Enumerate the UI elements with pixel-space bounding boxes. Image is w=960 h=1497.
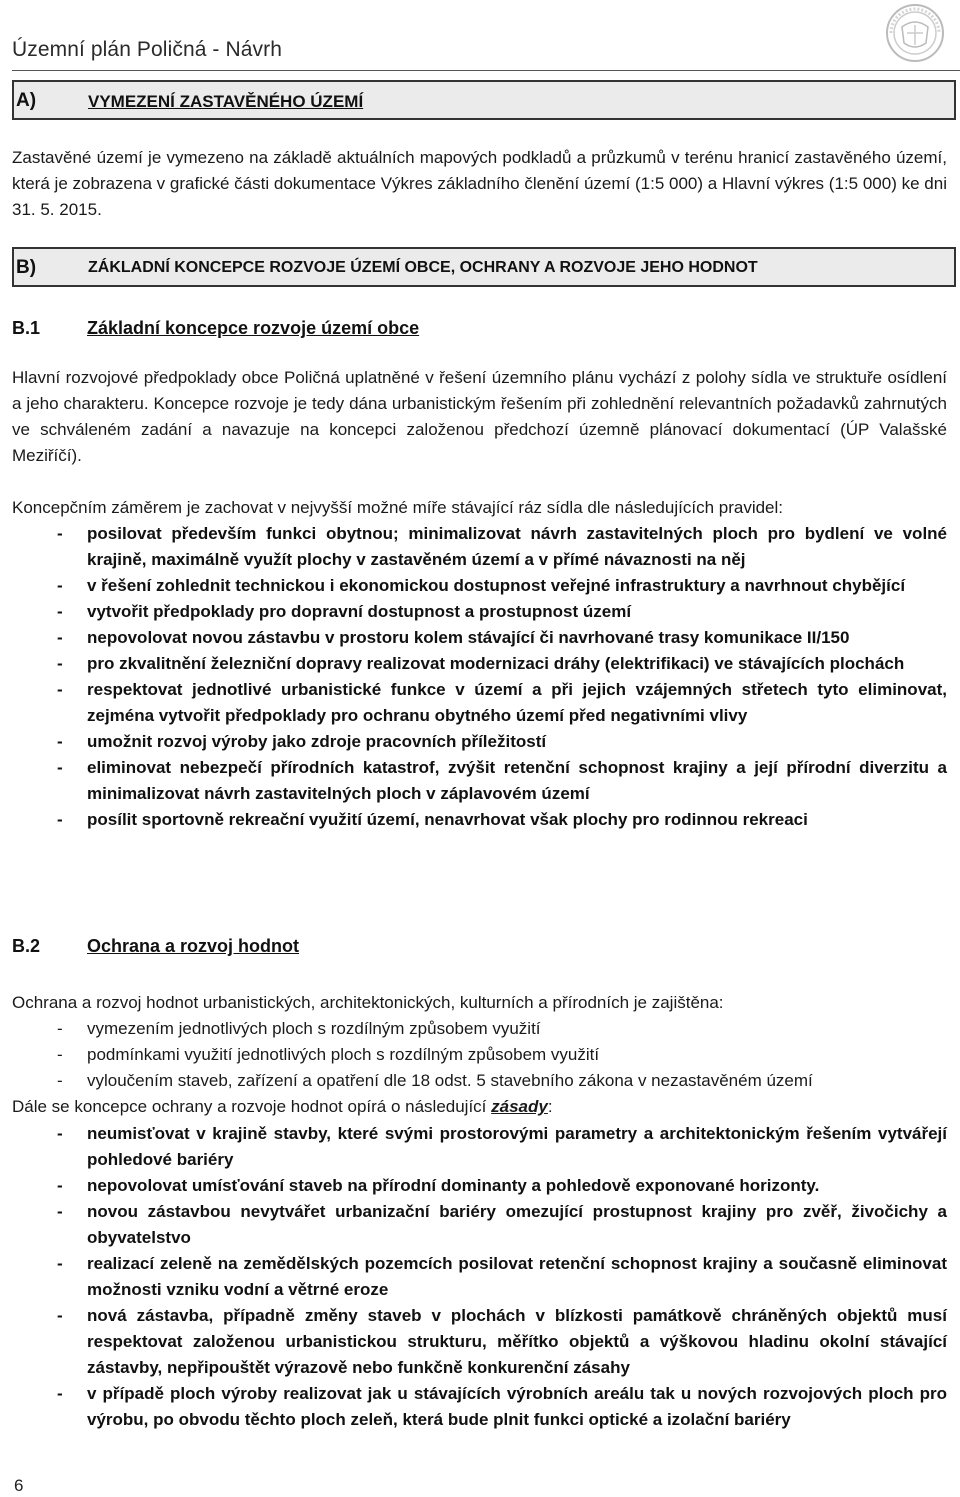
list-item: - nepovolovat novou zástavbu v prostoru kolem stávající či navrhované trasy komunikace II/150 xyxy=(12,625,947,651)
b1-rules-intro: Koncepčním záměrem je zachovat v nejvyšší možné míře stávající ráz sídla dle následujících pravidel: xyxy=(12,498,784,517)
page-number: 6 xyxy=(14,1476,24,1495)
list-item: - nepovolovat umísťování staveb na přírodní dominanty a pohledově exponované horizonty. xyxy=(12,1173,947,1199)
b2-principles-list xyxy=(12,1121,947,1433)
b1-paragraph: Hlavní rozvojové předpoklady obce Poličná uplatněné v řešení územního plánu vychází z polohy sídla ve struktuře osídlení a jeho charakteru. Koncepce rozvoje je tedy dána urbanistickým řešením při zohlednění relevantních požadavků zahrnutých ve schváleném zadání a navazuje na koncepci založenou předchozí územně plánovací dokumentací (ÚP Valašské Meziříčí). xyxy=(12,368,947,465)
list-item: - pro zkvalitnění železniční dopravy realizovat modernizaci dráhy (elektrifikaci) ve stávajících plochách xyxy=(12,651,947,677)
section-a-heading-box xyxy=(12,80,956,120)
municipal-crest-icon xyxy=(885,3,945,63)
list-item: - nová zástavba, případně změny staveb v plochách v blízkosti památkově chráněných objektů musí respektovat založenou urbanistickou strukturu, měřítko objektů a výškovou hladinu okolní stávající zástavby, nepřipouštět výrazově nebo funkčně konkurenční zásahy xyxy=(12,1303,947,1381)
principles-suffix: : xyxy=(547,1097,553,1116)
list-item: - umožnit rozvoj výroby jako zdroje pracovních příležitostí xyxy=(12,729,947,755)
b1-title: Základní koncepce rozvoje území obce xyxy=(87,318,420,338)
b2-means-list xyxy=(12,1016,947,1094)
principles-prefix: Dále se koncepce ochrany a rozvoje hodnot opírá o následující xyxy=(12,1097,492,1116)
document-header-title: Územní plán Poličná - Návrh xyxy=(12,38,282,61)
list-item: - podmínkami využití jednotlivých ploch s rozdílným způsobem využití xyxy=(12,1042,947,1068)
list-item: - respektovat jednotlivé urbanistické funkce v území a při jejich vzájemných střetech tyto eliminovat, zejména vytvořit předpoklady pro ochranu obytného území před negativními vlivy xyxy=(12,677,947,729)
section-b-letter: B) xyxy=(16,257,37,278)
list-item: - vymezením jednotlivých ploch s rozdílným způsobem využití xyxy=(12,1016,947,1042)
section-b-title: ZÁKLADNÍ KONCEPCE ROZVOJE ÚZEMÍ OBCE, OCHRANY A ROZVOJE JEHO HODNOT xyxy=(88,259,758,276)
section-a-paragraph: Zastavěné území je vymezeno na základě aktuálních mapových podkladů a průzkumů v terénu hranicí zastavěného území, která je zobrazena v grafické části dokumentace Výkres základního členění území (1:5 000) a Hlavní výkres (1:5 000) ke dni 31. 5. 2015. xyxy=(12,148,947,219)
section-a-letter: A) xyxy=(16,90,37,111)
b2-title: Ochrana a rozvoj hodnot xyxy=(87,936,300,956)
list-item: - vytvořit předpoklady pro dopravní dostupnost a prostupnost území xyxy=(12,599,947,625)
b2-number: B.2 xyxy=(12,936,41,956)
list-item: - realizací zeleně na zemědělských pozemcích posilovat retenční schopnost krajiny a současně eliminovat možnosti vzniku vodní a větrné eroze xyxy=(12,1251,947,1303)
list-item: - v řešení zohlednit technickou i ekonomickou dostupnost veřejné infrastruktury a navrhnout chybějící xyxy=(12,573,947,599)
header-divider xyxy=(12,70,960,71)
section-b-heading-box xyxy=(12,247,956,287)
principles-keyword: zásady xyxy=(491,1097,548,1116)
list-item: - neumisťovat v krajině stavby, které svými prostorovými parametry a architektonickým řešením vytvářejí pohledové bariéry xyxy=(12,1121,947,1173)
list-item: - v případě ploch výroby realizovat jak u stávajících výrobních areálu tak u nových rozvojových ploch pro výrobu, po obvodu těchto ploch zeleň, která bude plnit funkci optické a izolační bariéry xyxy=(12,1381,947,1433)
list-item: - eliminovat nebezpečí přírodních katastrof, zvýšit retenční schopnost krajiny a její přírodní diverzitu a minimalizovat návrh zastavitelných ploch v záplavovém území xyxy=(12,755,947,807)
list-item: - posilovat především funkci obytnou; minimalizovat návrh zastavitelných ploch pro bydlení ve volné krajině, maximálně využít plochy v zastavěném území a v přímé návaznosti na něj xyxy=(12,521,947,573)
section-a-title: VYMEZENÍ ZASTAVĚNÉHO ÚZEMÍ xyxy=(88,92,364,111)
list-item: - novou zástavbou nevytvářet urbanizační bariéry omezující prostupnost krajiny pro zvěř, živočichy a obyvatelstvo xyxy=(12,1199,947,1251)
b2-intro: Ochrana a rozvoj hodnot urbanistických, architektonických, kulturních a přírodních je zajištěna: xyxy=(12,993,724,1012)
list-item: - vyloučením staveb, zařízení a opatření dle 18 odst. 5 stavebního zákona v nezastavěném území xyxy=(12,1068,947,1094)
b1-rules-list xyxy=(12,521,947,833)
list-item: - posílit sportovně rekreační využití území, nenavrhovat však plochy pro rodinnou rekreaci xyxy=(12,807,947,833)
b2-principles-intro xyxy=(12,1094,947,1120)
b1-number: B.1 xyxy=(12,318,41,338)
